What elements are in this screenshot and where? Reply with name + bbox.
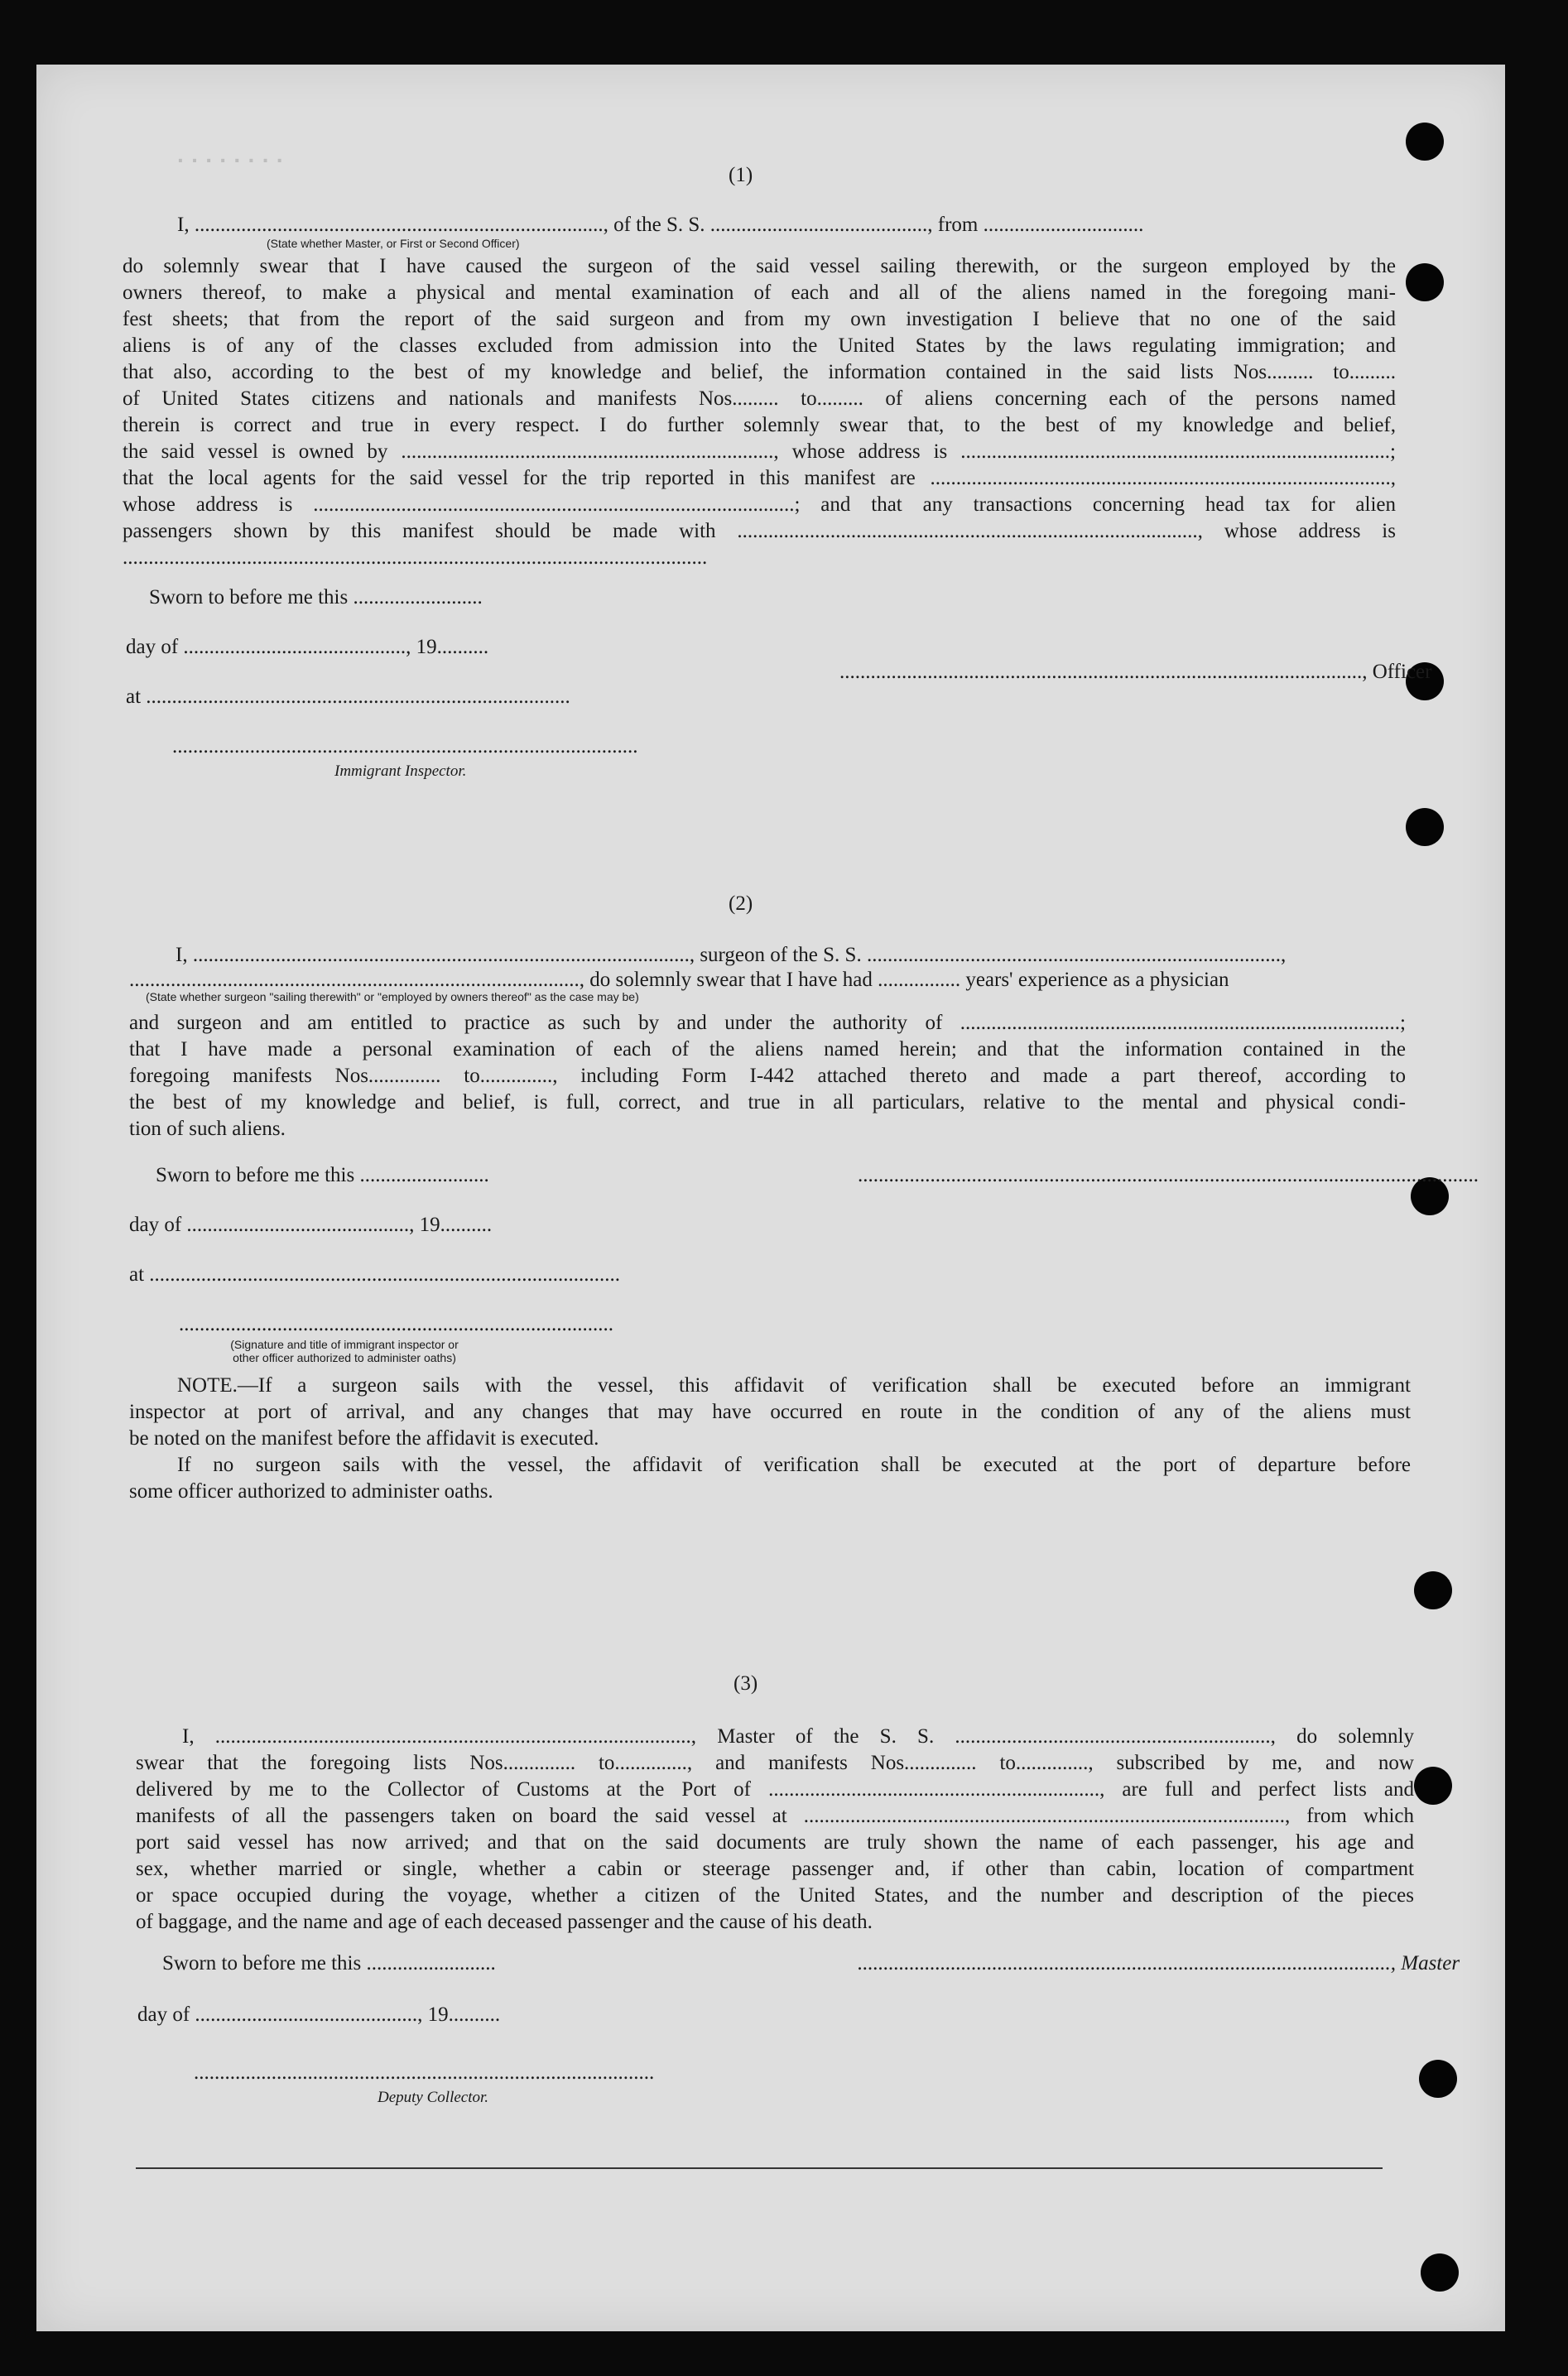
oath-line: that I have made a personal examination of each of the aliens named herein; and that the information contained in the <box>129 1038 1406 1061</box>
section-2-experience-line: ......................................................................................., do solemnly swear that I have had ................ years' experience as a physician <box>129 969 1229 991</box>
officer-signature-line: ....................................................................................................., Officer <box>839 661 1432 683</box>
punch-hole <box>1421 2253 1459 2292</box>
signature-caption-2: other officer authorized to administer oaths) <box>233 1351 456 1364</box>
punch-hole <box>1406 263 1444 301</box>
day-of-2: day of ..........................................., 19.......... <box>129 1214 493 1236</box>
sworn-before-3: Sworn to before me this ......................... <box>162 1952 496 1974</box>
section-2-caption: (State whether surgeon "sailing therewith" or "employed by owners thereof" as the case may be) <box>146 990 639 1003</box>
day-of-3: day of ..........................................., 19.......... <box>137 2003 501 2026</box>
master-signature-line: ......................................................................................................., Master <box>858 1952 1460 1974</box>
day-of-1: day of ..........................................., 19.......... <box>126 636 489 658</box>
oath-line: I, ............................................................................................, Master of the S. S. ............................................................., do solemnly <box>182 1725 1414 1748</box>
oath-line: the said vessel is owned by ........................................................................, whose address is ...................................................................................; <box>123 440 1396 463</box>
punch-hole <box>1419 2060 1457 2098</box>
oath-line: the best of my knowledge and belief, is full, correct, and true in all particulars, relative to the mental and physical condi- <box>129 1091 1406 1113</box>
oath-line: of baggage, and the name and age of each deceased passenger and the cause of his death. <box>136 1911 873 1933</box>
sworn-before-1: Sworn to before me this ......................... <box>149 586 483 608</box>
note-line: be noted on the manifest before the affidavit is executed. <box>129 1427 599 1450</box>
punch-hole <box>1414 1767 1452 1805</box>
oath-line: passengers shown by this manifest should be made with ........................................................................................., whose address is <box>123 520 1396 542</box>
oath-line: fest sheets; that from the report of the said surgeon and from my own investigation I believe that no one of the said <box>123 308 1396 330</box>
oath-line: manifests of all the passengers taken on board the said vessel at ............................................................................................., from which <box>136 1805 1414 1827</box>
punch-hole <box>1406 123 1444 161</box>
oath-line: owners thereof, to make a physical and mental examination of each and all of the aliens named in the foregoing mani- <box>123 281 1396 304</box>
oath-line: ................................................................................................................. <box>123 546 708 569</box>
section-2-oath-text <box>129 1010 1406 1142</box>
note-line: If no surgeon sails with the vessel, the affidavit of verification shall be executed at the port of departure before <box>177 1454 1411 1476</box>
section-1-caption: (State whether Master, or First or Second Officer) <box>267 237 520 250</box>
section-3-number: (3) <box>733 1672 758 1695</box>
note-line: NOTE.—If a surgeon sails with the vessel, this affidavit of verification shall be executed before an immigrant <box>177 1374 1411 1397</box>
oath-line: that the local agents for the said vessel for the trip reported in this manifest are ........................................................................................., <box>123 467 1396 489</box>
punch-hole <box>1414 1571 1452 1609</box>
deputy-collector-label: Deputy Collector. <box>378 2089 489 2106</box>
oath-line: therein is correct and true in every respect. I do further solemnly swear that, to the best of my knowledge and belief, <box>123 414 1396 436</box>
collector-signature-dots: ......................................................................................... <box>194 2061 655 2084</box>
note-line: inspector at port of arrival, and any changes that may have occurred en route in the condition of any of the aliens must <box>129 1401 1411 1423</box>
sworn-before-2: Sworn to before me this ......................... <box>156 1164 489 1186</box>
oath-line: of United States citizens and nationals and manifests Nos......... to......... of aliens concerning each of the persons named <box>123 387 1396 410</box>
oath-line: foregoing manifests Nos.............. to.............., including Form I-442 attached thereto and made a part thereof, according to <box>129 1065 1406 1087</box>
punch-hole <box>1406 808 1444 846</box>
oath-line: port said vessel has now arrived; and that on the said documents are truly shown the name of each passenger, his age and <box>136 1831 1414 1854</box>
section-2-declarant-line: I, ................................................................................................, surgeon of the S. S. ................................................................................, <box>176 944 1287 966</box>
at-2: at ........................................................................................... <box>129 1263 621 1286</box>
oath-line: do solemnly swear that I have caused the surgeon of the said vessel sailing therewith, or the surgeon employed by the <box>123 255 1396 277</box>
bleed-through-text: · · · · · · · · <box>177 147 285 173</box>
inspector-signature-dots-2: .................................................................................... <box>179 1313 613 1335</box>
note-text <box>129 1373 1411 1505</box>
section-3-oath-text <box>136 1724 1414 1936</box>
oath-line: aliens is of any of the classes excluded from admission into the United States by the laws regulating immigration; and <box>123 334 1396 357</box>
note-line: some officer authorized to administer oaths. <box>129 1480 493 1503</box>
oath-line: or space occupied during the voyage, whether a citizen of the United States, and the number and description of the pieces <box>136 1884 1414 1907</box>
oath-line: swear that the foregoing lists Nos.............. to.............., and manifests Nos.............. to.............., subscribed by me, and now <box>136 1752 1414 1774</box>
inspector-signature-dots: .......................................................................................... <box>172 735 638 758</box>
section-2-number: (2) <box>729 892 753 915</box>
immigrant-inspector-label: Immigrant Inspector. <box>334 762 467 780</box>
oath-line: and surgeon and am entitled to practice as such by and under the authority of .....................................................................................; <box>129 1012 1406 1034</box>
document-page <box>36 65 1505 2331</box>
at-1: at .................................................................................. <box>126 685 570 708</box>
oath-line: sex, whether married or single, whether a cabin or steerage passenger and, if other than cabin, location of compartment <box>136 1858 1414 1880</box>
section-1-number: (1) <box>729 164 753 186</box>
surgeon-signature-line: ........................................................................................................................ <box>858 1164 1479 1186</box>
signature-caption-1: (Signature and title of immigrant inspector or <box>230 1338 459 1351</box>
section-1-declarant-line: I, ..............................................................................., of the S. S. .........................................., from ............................... <box>177 214 1144 236</box>
section-1-oath-text <box>123 253 1396 571</box>
oath-line: whose address is .............................................................................................; and that any transactions concerning head tax for alien <box>123 493 1396 516</box>
oath-line: tion of such aliens. <box>129 1118 286 1140</box>
oath-line: that also, according to the best of my knowledge and belief, the information contained in the said lists Nos......... to......... <box>123 361 1396 383</box>
bottom-rule <box>136 2167 1383 2169</box>
oath-line: delivered by me to the Collector of Customs at the Port of ................................................................, are full and perfect lists and <box>136 1778 1414 1801</box>
